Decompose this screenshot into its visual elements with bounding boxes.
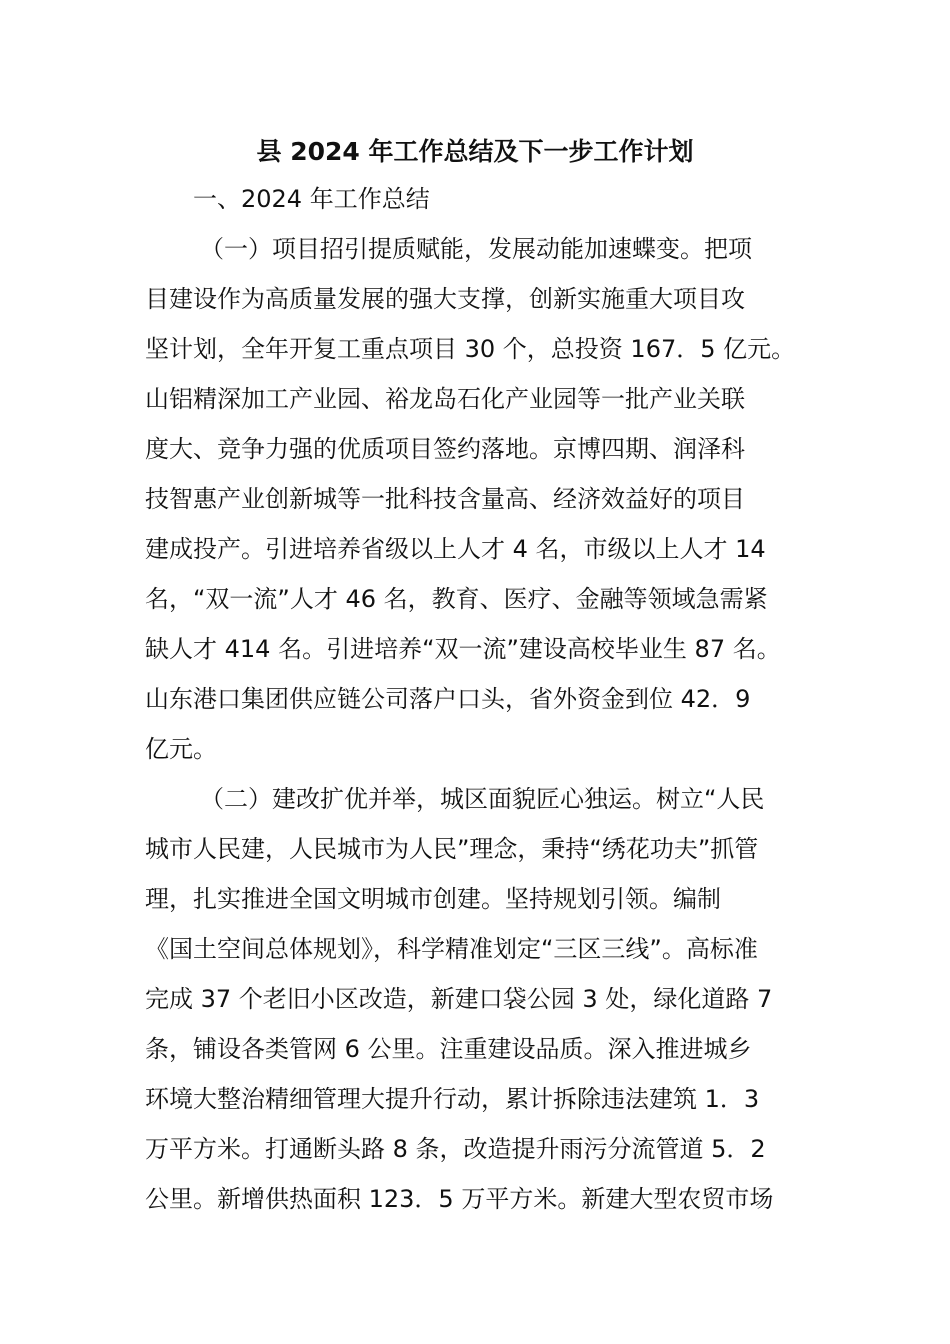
paragraph-line: （一）项目招引提质赋能，发展动能加速蝶变。把项 (200, 235, 752, 263)
paragraph-line: 山铝精深加工产业园、裕龙岛石化产业园等一批产业关联 (145, 385, 745, 413)
paragraph-line: 完成 37 个老旧小区改造，新建口袋公园 3 处，绿化道路 7 (145, 985, 773, 1013)
paragraph-line: 山东港口集团供应链公司落户口头，省外资金到位 42．9 (145, 685, 751, 713)
paragraph-line: 度大、竞争力强的优质项目签约落地。京博四期、润泽科 (145, 435, 745, 463)
paragraph-line: 名，“双一流”人才 46 名，教育、医疗、金融等领域急需紧 (145, 585, 768, 613)
paragraph-line: 理，扎实推进全国文明城市创建。坚持规划引领。编制 (145, 885, 721, 913)
paragraph-line: 建成投产。引进培养省级以上人才 4 名，市级以上人才 14 (145, 535, 766, 563)
paragraph-line: 《国土空间总体规划》，科学精准划定“三区三线”。高标准 (145, 935, 758, 963)
paragraph-line: 城市人民建，人民城市为人民”理念，秉持“绣花功夫”抓管 (145, 835, 759, 863)
paragraph-line: 万平方米。打通断头路 8 条，改造提升雨污分流管道 5．2 (145, 1135, 766, 1163)
section-heading: 一、2024 年工作总结 (193, 185, 430, 213)
paragraph-line: 目建设作为高质量发展的强大支撑，创新实施重大项目攻 (145, 285, 745, 313)
paragraph-line: 坚计划，全年开复工重点项目 30 个，总投资 167．5 亿元。 (145, 335, 796, 363)
document-title: 县 2024 年工作总结及下一步工作计划 (256, 137, 694, 166)
paragraph-line: 条，铺设各类管网 6 公里。注重建设品质。深入推进城乡 (145, 1035, 752, 1063)
paragraph-line: 亿元。 (145, 735, 217, 763)
paragraph-line: （二）建改扩优并举，城区面貌匠心独运。树立“人民 (200, 785, 765, 813)
paragraph-line: 公里。新增供热面积 123．5 万平方米。新建大型农贸市场 (145, 1185, 774, 1213)
paragraph-line: 技智惠产业创新城等一批科技含量高、经济效益好的项目 (145, 485, 745, 513)
paragraph-line: 环境大整治精细管理大提升行动，累计拆除违法建筑 1．3 (145, 1085, 760, 1113)
paragraph-line: 缺人才 414 名。引进培养“双一流”建设高校毕业生 87 名。 (145, 635, 781, 663)
